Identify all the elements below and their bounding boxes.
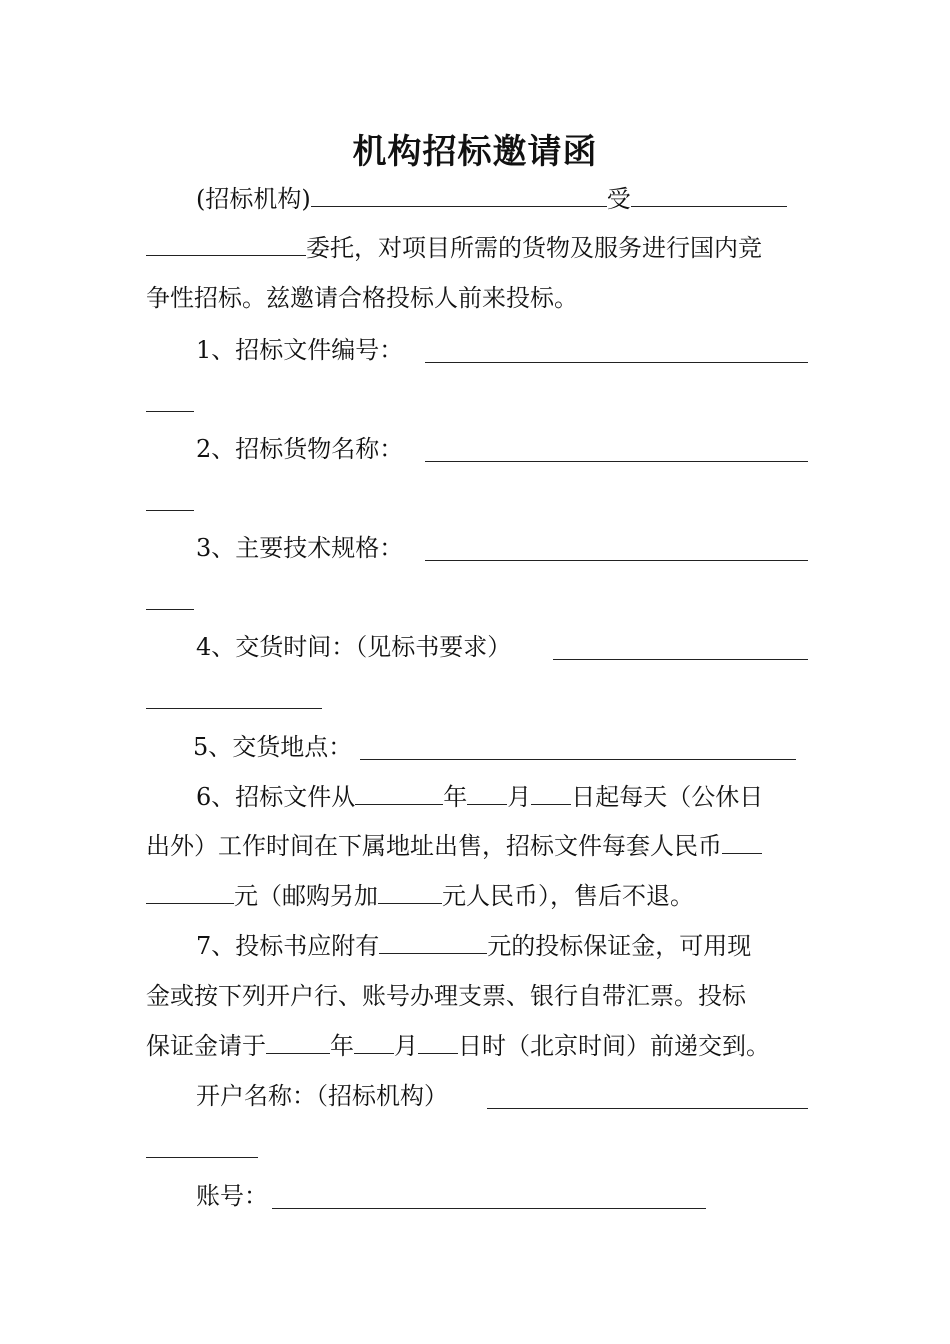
document-title: 机构招标邀请函 (352, 132, 598, 172)
account-number-label: 账号： (196, 1182, 268, 1210)
item-6-line-2 (146, 830, 808, 862)
intro-text-2: 委托，对项目所需的货物及服务进行国内竞 (306, 234, 762, 262)
client-blank-cont[interactable] (146, 233, 306, 256)
item-1-label: 1、招标文件编号： (196, 336, 404, 364)
intro-agency-label: (招标机构) (196, 185, 311, 213)
agency-blank[interactable] (311, 184, 607, 207)
item-2-blank-cont[interactable] (146, 509, 194, 511)
postage-blank[interactable] (378, 881, 442, 904)
sale-day-blank[interactable] (531, 782, 571, 805)
item-1-blank[interactable] (425, 361, 808, 363)
item-5-blank[interactable] (360, 758, 796, 760)
item-6-text-d: 日起每天（公休日 (571, 783, 764, 811)
item-6-month: 月 (507, 783, 532, 811)
deposit-month-blank[interactable] (354, 1031, 394, 1054)
item-7-year: 年 (330, 1032, 354, 1060)
item-7-text-d: 保证金请于 (146, 1032, 266, 1060)
item-4-label: 4、交货时间：（见标书要求） (196, 633, 512, 661)
account-name-label: 开户名称：（招标机构） (196, 1082, 448, 1110)
client-blank[interactable] (631, 184, 787, 207)
item-2-label: 2、招标货物名称： (196, 435, 404, 463)
item-6-text-e: 出外）工作时间在下属地址出售，招标文件每套人民币 (146, 832, 722, 860)
item-4-blank[interactable] (553, 658, 808, 660)
item-6-text-a: 6、招标文件从 (196, 783, 356, 811)
item-7-line-1 (196, 930, 808, 962)
deposit-year-blank[interactable] (266, 1031, 330, 1054)
sale-year-blank[interactable] (355, 782, 443, 805)
item-6-text-g: 元人民币），售后不退。 (442, 882, 694, 910)
price-blank[interactable] (722, 831, 762, 854)
price-blank-cont[interactable] (146, 881, 234, 904)
item-6-text-f: 元（邮购另加 (234, 882, 378, 910)
intro-line-2 (146, 232, 808, 264)
intro-entrusted-label: 受 (606, 185, 631, 213)
item-3-blank[interactable] (425, 559, 808, 561)
deposit-day-blank[interactable] (418, 1031, 458, 1054)
item-5-label: 5、交货地点： (193, 733, 353, 761)
item-7-line-2: 金或按下列开户行、账号办理支票、银行自带汇票。投标 (146, 982, 746, 1010)
account-name-blank-cont[interactable] (146, 1156, 258, 1158)
item-7-month: 月 (394, 1032, 418, 1060)
item-6-line-3 (146, 880, 808, 912)
item-1-blank-cont[interactable] (146, 410, 194, 412)
intro-line-3: 争性招标。兹邀请合格投标人前来投标。 (146, 284, 578, 312)
deposit-blank[interactable] (379, 931, 487, 954)
item-7-text-g: 日时（北京时间）前递交到。 (458, 1032, 770, 1060)
account-name-blank[interactable] (487, 1107, 808, 1109)
item-3-label: 3、主要技术规格： (196, 534, 404, 562)
intro-line-1 (196, 183, 808, 215)
item-6-line-1 (196, 781, 808, 813)
sale-month-blank[interactable] (467, 782, 507, 805)
item-6-year: 年 (443, 783, 468, 811)
item-3-blank-cont[interactable] (146, 608, 194, 610)
item-2-blank[interactable] (425, 460, 808, 462)
item-4-blank-cont[interactable] (146, 707, 322, 709)
item-7-text-a: 7、投标书应附有 (196, 932, 380, 960)
account-number-blank[interactable] (272, 1207, 706, 1209)
item-7-line-3 (146, 1030, 808, 1062)
item-7-text-b: 元的投标保证金，可用现 (487, 932, 752, 960)
